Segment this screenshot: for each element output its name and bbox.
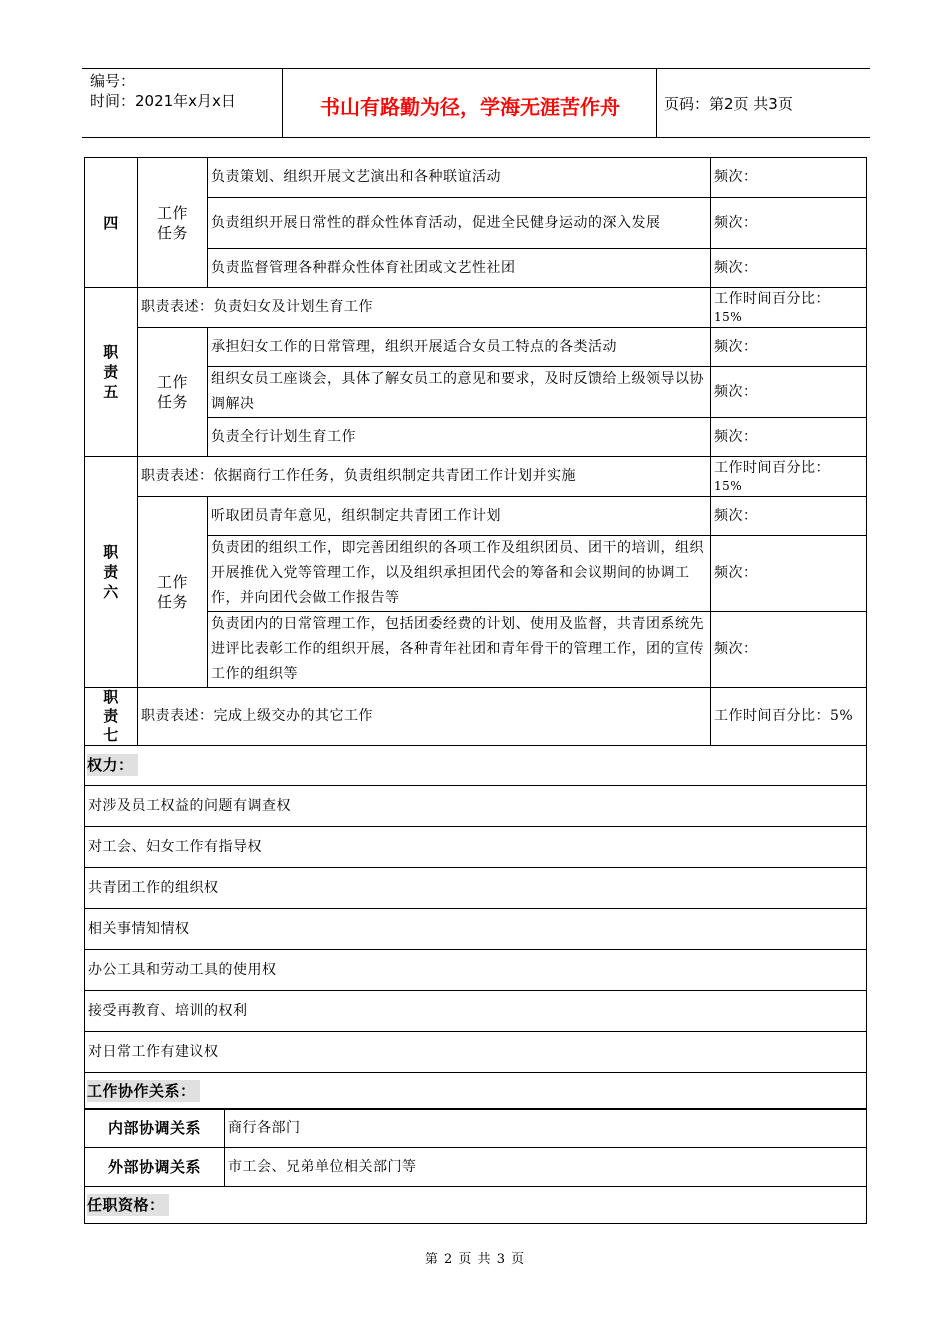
qualification-title: 任职资格：: [87, 1194, 169, 1216]
duty-4-label: 四: [85, 158, 138, 288]
task-text: 负责策划、组织开展文艺演出和各种联谊活动: [208, 158, 711, 198]
time-ratio: [711, 288, 867, 328]
internal-coordination-value: 商行各部门: [225, 1109, 867, 1148]
time-ratio-label: 工作时间百分比：: [714, 460, 830, 476]
task-frequency: 频次：: [711, 536, 867, 612]
document-date: 时间：2021年x月x日: [90, 92, 236, 110]
task-text: 组织女员工座谈会，具体了解女员工的意见和要求，及时反馈给上级领导以协调解决: [208, 367, 711, 418]
duty-statement: 职责表述：完成上级交办的其它工作: [138, 688, 711, 746]
cooperation-table: [84, 1108, 867, 1224]
duty-4-task-label: 工作 任务: [138, 158, 208, 288]
header-divider: [282, 69, 283, 137]
time-ratio: 工作时间百分比：5%: [711, 688, 867, 746]
task-text: 负责团的组织工作，即完善团组织的各项工作及组织团员、团干的培训，组织开展推优入党等管理工作，以及组织承担团代会的筹备和会议期间的协调工作，并向团代会做工作报告等: [208, 536, 711, 612]
cooperation-heading: [85, 1073, 867, 1110]
header-motto: 书山有路勤为径，学海无涯苦作舟: [320, 95, 620, 119]
time-ratio-value: 15%: [714, 310, 743, 324]
task-frequency: 频次：: [711, 328, 867, 367]
right-item: 接受再教育、培训的权利: [85, 991, 867, 1032]
task-frequency: 频次：: [711, 418, 867, 457]
duty-statement: 职责表述：负责妇女及计划生育工作: [138, 288, 711, 328]
right-item: 对日常工作有建议权: [85, 1032, 867, 1073]
duty-5-label: 职 责 五: [85, 288, 138, 457]
cooperation-title: 工作协作关系：: [87, 1080, 200, 1102]
time-ratio-value: 15%: [714, 479, 743, 493]
right-item: 相关事情知情权: [85, 909, 867, 950]
rights-heading: [85, 746, 867, 786]
rights-title: 权力：: [87, 754, 138, 776]
task-frequency: 频次：: [711, 612, 867, 688]
duties-table: [84, 157, 867, 746]
task-text: 负责全行计划生育工作: [208, 418, 711, 457]
header-page-number: 页码：第2页 共3页: [664, 95, 793, 113]
right-item: 共青团工作的组织权: [85, 868, 867, 909]
duty-6-task-label: 工作 任务: [138, 497, 208, 688]
time-ratio: [711, 457, 867, 497]
task-text: 听取团员青年意见，组织制定共青团工作计划: [208, 497, 711, 536]
header-meta: [90, 71, 236, 111]
task-frequency: 频次：: [711, 497, 867, 536]
task-text: 承担妇女工作的日常管理，组织开展适合女员工特点的各类活动: [208, 328, 711, 367]
page-footer: 第 2 页 共 3 页: [424, 1252, 526, 1267]
task-text: 负责监督管理各种群众性体育社团或文艺性社团: [208, 249, 711, 288]
page-header: [82, 68, 870, 138]
task-text: 负责团内的日常管理工作，包括团委经费的计划、使用及监督，共青团系统先进评比表彰工作的组织开展，各种青年社团和青年骨干的管理工作，团的宣传工作的组织等: [208, 612, 711, 688]
right-item: 办公工具和劳动工具的使用权: [85, 950, 867, 991]
right-item: 对涉及员工权益的问题有调查权: [85, 786, 867, 827]
document-number-label: 编号：: [90, 72, 136, 90]
task-frequency: 频次：: [711, 198, 867, 249]
duty-7-label: 职 责 七: [85, 688, 138, 746]
task-frequency: 频次：: [711, 367, 867, 418]
time-ratio-label: 工作时间百分比：: [714, 291, 830, 307]
external-coordination-value: 市工会、兄弟单位相关部门等: [225, 1148, 867, 1187]
task-frequency: 频次：: [711, 158, 867, 198]
duty-5-task-label: 工作 任务: [138, 328, 208, 457]
qualification-heading: [85, 1187, 867, 1224]
duty-statement: 职责表述：依据商行工作任务，负责组织制定共青团工作计划并实施: [138, 457, 711, 497]
task-frequency: 频次：: [711, 249, 867, 288]
header-divider: [656, 69, 657, 137]
duty-6-label: 职 责 六: [85, 457, 138, 688]
internal-coordination-label: 内部协调关系: [85, 1109, 225, 1148]
external-coordination-label: 外部协调关系: [85, 1148, 225, 1187]
right-item: 对工会、妇女工作有指导权: [85, 827, 867, 868]
rights-table: [84, 745, 867, 1110]
task-text: 负责组织开展日常性的群众性体育活动，促进全民健身运动的深入发展: [208, 198, 711, 249]
